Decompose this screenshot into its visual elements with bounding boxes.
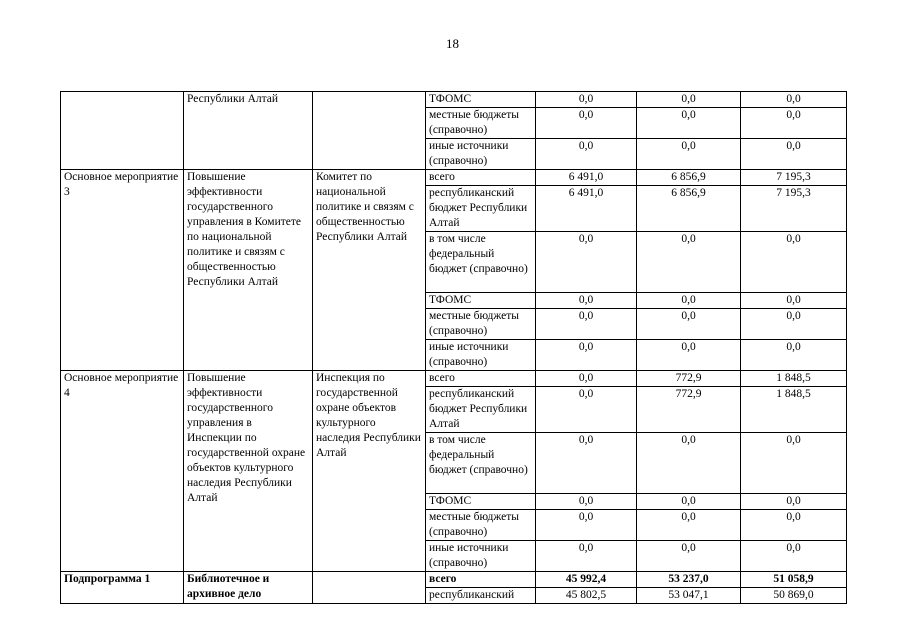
source-cell: иные источники (справочно)	[426, 139, 536, 170]
value-year-2: 0,0	[637, 510, 741, 541]
program-cell: Подпрограмма 1	[61, 572, 184, 604]
value-year-3: 7 195,3	[741, 170, 847, 186]
source-cell: иные источники (справочно)	[426, 340, 536, 371]
source-cell: ТФОМС	[426, 92, 536, 108]
value-year-2: 6 856,9	[637, 186, 741, 232]
value-year-2: 0,0	[637, 139, 741, 170]
value-year-3: 51 058,9	[741, 572, 847, 588]
title-cell: Республики Алтай	[184, 92, 313, 170]
source-cell: всего	[426, 170, 536, 186]
title-cell: Повышение эффективности государственного управления в Комитете по национальной политике и связям с общественностью Республики Алтай	[184, 170, 313, 371]
value-year-2: 0,0	[637, 92, 741, 108]
value-year-3: 0,0	[741, 340, 847, 371]
value-year-1: 0,0	[536, 541, 637, 572]
source-cell: местные бюджеты (справочно)	[426, 108, 536, 139]
value-year-3: 0,0	[741, 433, 847, 494]
executor-cell	[313, 572, 426, 604]
value-year-3: 0,0	[741, 494, 847, 510]
value-year-1: 0,0	[536, 340, 637, 371]
value-year-3: 0,0	[741, 139, 847, 170]
title-cell: Библиотечное и архивное дело	[184, 572, 313, 604]
value-year-2: 0,0	[637, 433, 741, 494]
title-cell: Повышение эффективности государственного управления в Инспекции по государственной охране объектов культурного наследия Республики Алтай	[184, 371, 313, 572]
value-year-2: 0,0	[637, 293, 741, 309]
value-year-1: 0,0	[536, 293, 637, 309]
source-cell: в том числе федеральный бюджет (справочно)	[426, 433, 536, 494]
value-year-2: 0,0	[637, 541, 741, 572]
value-year-2: 0,0	[637, 340, 741, 371]
table-row	[61, 371, 847, 387]
value-year-3: 50 869,0	[741, 588, 847, 604]
program-cell	[61, 92, 184, 170]
table-row	[61, 572, 847, 588]
value-year-3: 0,0	[741, 108, 847, 139]
value-year-2: 772,9	[637, 387, 741, 433]
value-year-1: 0,0	[536, 139, 637, 170]
budget-table	[60, 91, 847, 604]
value-year-1: 0,0	[536, 510, 637, 541]
value-year-3: 1 848,5	[741, 387, 847, 433]
executor-cell: Комитет по национальной политике и связям с общественностью Республики Алтай	[313, 170, 426, 371]
source-cell: иные источники (справочно)	[426, 541, 536, 572]
program-cell: Основное мероприятие 4	[61, 371, 184, 572]
page-number: 18	[446, 36, 459, 51]
executor-cell: Инспекция по государственной охране объектов культурного наследия Республики Алтай	[313, 371, 426, 572]
source-cell: в том числе федеральный бюджет (справочно)	[426, 232, 536, 293]
source-cell: всего	[426, 371, 536, 387]
value-year-2: 0,0	[637, 232, 741, 293]
program-cell: Основное мероприятие 3	[61, 170, 184, 371]
value-year-1: 0,0	[536, 387, 637, 433]
source-cell: местные бюджеты (справочно)	[426, 510, 536, 541]
value-year-2: 772,9	[637, 371, 741, 387]
source-cell: республиканский	[426, 588, 536, 604]
executor-cell	[313, 92, 426, 170]
value-year-2: 53 047,1	[637, 588, 741, 604]
value-year-1: 0,0	[536, 309, 637, 340]
value-year-3: 0,0	[741, 510, 847, 541]
value-year-3: 0,0	[741, 92, 847, 108]
value-year-3: 0,0	[741, 309, 847, 340]
value-year-1: 0,0	[536, 92, 637, 108]
value-year-3: 1 848,5	[741, 371, 847, 387]
source-cell: всего	[426, 572, 536, 588]
table-row	[61, 92, 847, 108]
table-row	[61, 170, 847, 186]
source-cell: местные бюджеты (справочно)	[426, 309, 536, 340]
value-year-3: 0,0	[741, 541, 847, 572]
value-year-1: 45 802,5	[536, 588, 637, 604]
value-year-1: 0,0	[536, 494, 637, 510]
value-year-1: 0,0	[536, 108, 637, 139]
source-cell: республиканский бюджет Республики Алтай	[426, 387, 536, 433]
source-cell: ТФОМС	[426, 293, 536, 309]
value-year-1: 6 491,0	[536, 170, 637, 186]
value-year-3: 0,0	[741, 232, 847, 293]
value-year-1: 0,0	[536, 232, 637, 293]
value-year-2: 0,0	[637, 108, 741, 139]
value-year-1: 0,0	[536, 433, 637, 494]
value-year-2: 0,0	[637, 309, 741, 340]
value-year-3: 0,0	[741, 293, 847, 309]
value-year-1: 6 491,0	[536, 186, 637, 232]
value-year-2: 6 856,9	[637, 170, 741, 186]
value-year-1: 0,0	[536, 371, 637, 387]
value-year-3: 7 195,3	[741, 186, 847, 232]
source-cell: республиканский бюджет Республики Алтай	[426, 186, 536, 232]
value-year-2: 53 237,0	[637, 572, 741, 588]
value-year-1: 45 992,4	[536, 572, 637, 588]
source-cell: ТФОМС	[426, 494, 536, 510]
value-year-2: 0,0	[637, 494, 741, 510]
